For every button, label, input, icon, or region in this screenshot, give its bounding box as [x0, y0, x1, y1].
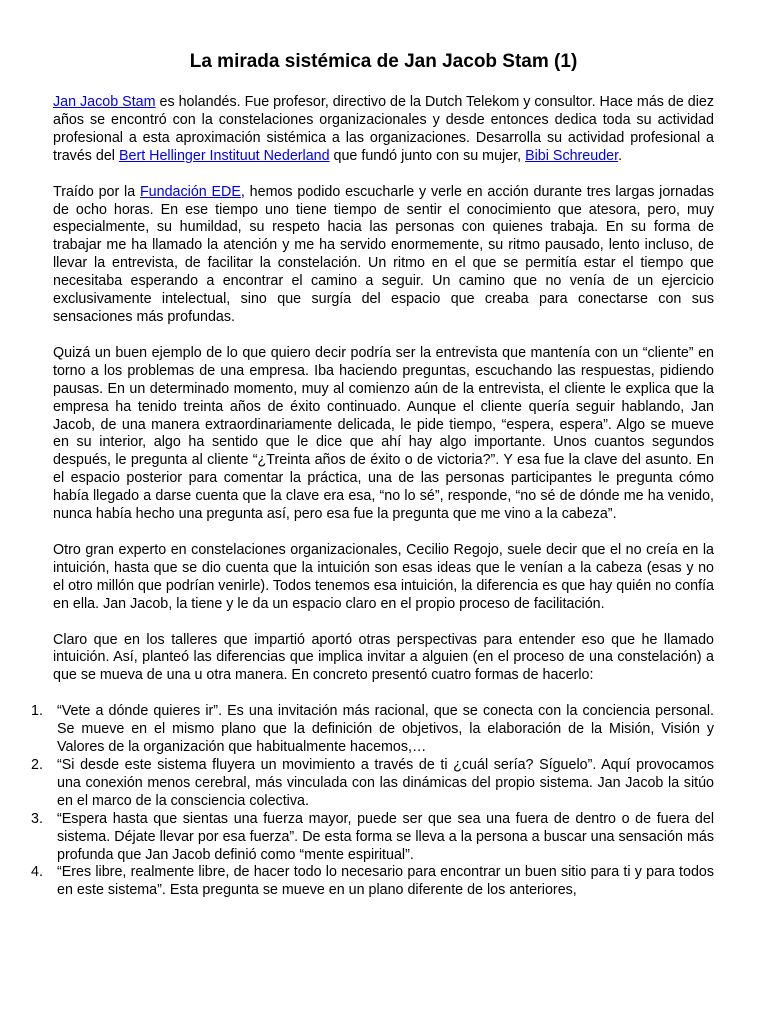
list-number: 4. [31, 864, 43, 881]
paragraph-text: , hemos podido escucharle y verle en acción durante tres largas jornadas de ocho horas. En ese tiempo uno tiene tiempo de sentir el conocimiento que atesora, pero, muy especialmente, su humildad, su respeto hacia las personas con quienes trabaja. En su forma de trabajar me ha llamado la atención y me ha servido enormemente, su ritmo pausado, lento incluso, de llevar la entrevista, de facilitar la constelación. Un ritmo en el que se permitía estar el tiempo que necesitaba esperando a encontrar el camino a seguir. Un camino que no venía de un ejercicio exclusivamente intelectual, sino que surgía del espacio que creaba para conectarse con sus sensaciones más profundas. [53, 183, 714, 325]
paragraph-text: Traído por la [53, 183, 140, 200]
paragraph-intuition: Otro gran experto en constelaciones organizacionales, Cecilio Regojo, suele decir que el no creía en la intuición, hasta que se dio cuenta que la intuición son esas ideas que le venían a la cabeza (esas y no el otro millón que podrían venirle). Todos tenemos esa intuición, la diferencia es que hay quién no confía en ella. Jan Jacob, la tiene y le da un espacio claro en el propio proceso de facilitación. [53, 541, 714, 612]
paragraph-text: que fundó junto con su mujer, [329, 147, 526, 164]
paragraph-intro [53, 94, 714, 166]
link-bert-hellinger-instituut[interactable]: Bert Hellinger Instituut Nederland [118, 147, 330, 164]
list-number: 1. [31, 703, 43, 720]
list-number: 2. [31, 757, 43, 773]
list-item [31, 810, 714, 865]
list-item [31, 757, 714, 811]
list-item-text: “Si desde este sistema fluyera un movimiento a través de ti ¿cuál sería? Síguelo”. Aquí provocamos una conexión menos cerebral, más vinculada con las dinámicas del propio sistema. Jan Jacob la sitúo en el marco de la consciencia colectiva. [57, 757, 714, 809]
paragraph-text: . [618, 147, 623, 164]
list-item-text: “Eres libre, realmente libre, de hacer todo lo necesario para encontrar un buen sitio para ti y para todos en este sistema”. Esta pregunta se mueve en un plano diferente de los anteriores, [57, 864, 714, 899]
list-number: 3. [31, 810, 43, 827]
numbered-list [31, 703, 714, 900]
paragraph-example: Quizá un buen ejemplo de lo que quiero decir podría ser la entrevista que mantenía con un “cliente” en torno a los problemas de una empresa. Iba haciendo preguntas, escuchando las respuestas, pidiendo pausas. En un determinado momento, muy al comienzo aún de la entrevista, el cliente le explica que la empresa ha tenido treinta años de éxito continuado. Aunque el cliente quería seguir hablando, Jan Jacob, de una manera extraordinariamente delicada, le pide tiempo, “espera, espera”. Algo se mueve en su interior, algo ha sentido que le dice que ahí hay algo importante. Unos cuantos segundos después, le pregunta al cliente “¿Treinta años de éxito o de victoria?”. Y esa fue la clave del asunto. En el espacio posterior para comentar la práctica, una de las personas participantes le pregunta cómo había llegado a darse cuenta que la clave era esa, “no lo sé”, responde, “no sé de dónde me ha venido, nunca había hecho una pregunta así, pero esa fue la pregunta que me vino a la cabeza”. [53, 344, 714, 523]
list-item [31, 703, 714, 757]
paragraph-perspectives: Claro que en los talleres que impartió aportó otras perspectivas para entender eso que he llamado intuición. Así, planteó las diferencias que implica invitar a alguien (en el proceso de una constelación) a que se mueva de una u otra manera. En concreto presentó cuatro formas de hacerlo: [53, 631, 714, 684]
list-item [31, 864, 714, 900]
list-item-text: “Vete a dónde quieres ir”. Es una invitación más racional, que se conecta con la conciencia personal. Se mueve en el mismo plano que la definición de objetivos, la elaboración de la Misión, Visión y Valores de la organización que habitualmente hacemos,… [57, 703, 714, 756]
paragraph-fundacion [53, 184, 714, 327]
link-jan-jacob-stam[interactable]: Jan Jacob Stam [53, 94, 156, 110]
paragraph-text: es holandés. Fue profesor, directivo de la Dutch Telekom y consultor. Hace más de diez años se encontró con la constelaciones organizacionales y desde entonces dedica toda su actividad profesional a esta aproximación sistémica a las organizaciones. Desarrolla su actividad profesional a través del [53, 94, 715, 164]
list-item-text: “Espera hasta que sientas una fuerza mayor, puede ser que sea una fuera de dentro o de fuera del sistema. Déjate llevar por esa fuerza”. De esta forma se lleva a la persona a buscar una sensación más profunda que Jan Jacob definió como “mente espiritual”. [57, 810, 714, 863]
link-bibi-schreuder[interactable]: Bibi Schreuder [525, 147, 619, 164]
link-fundacion-ede[interactable]: Fundación EDE [139, 183, 241, 200]
page-title: La mirada sistémica de Jan Jacob Stam (1) [189, 51, 578, 72]
